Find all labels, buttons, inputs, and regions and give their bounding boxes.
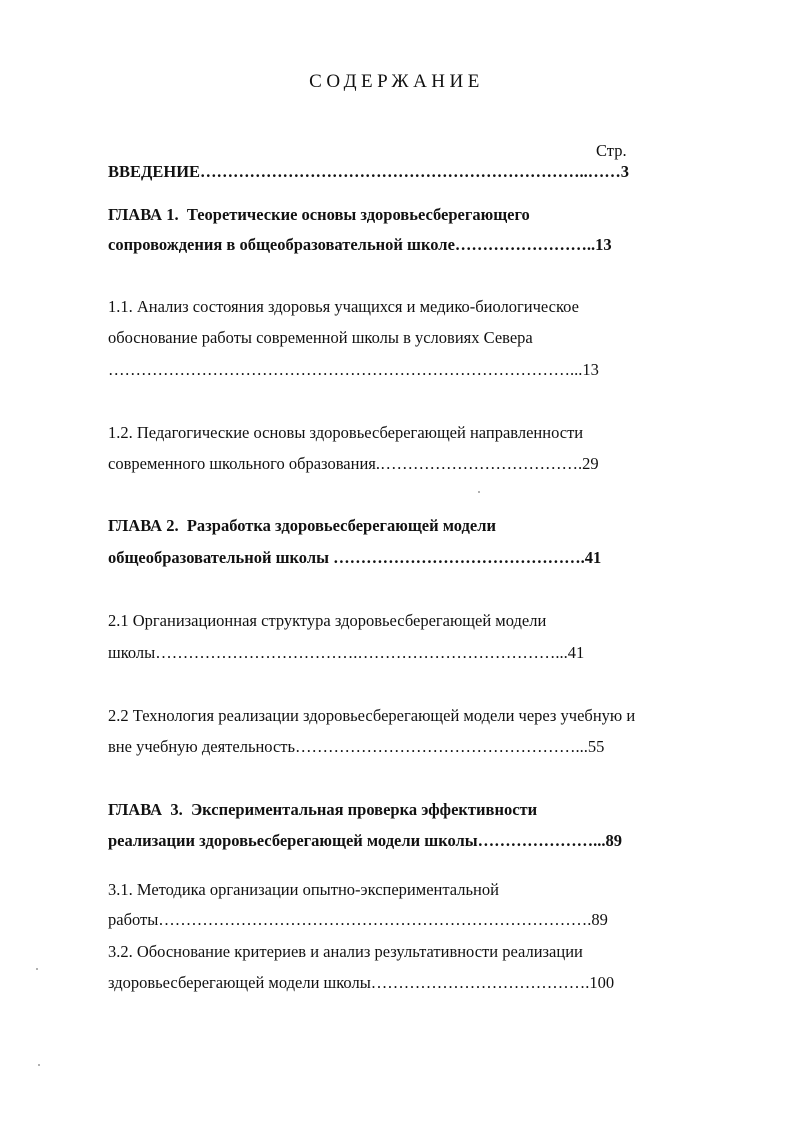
scan-speck <box>478 491 480 493</box>
toc-section-1-1-page: …………………………………………………………………………...13 <box>108 360 599 379</box>
toc-section-1-2-cont: современного школьного образования.……………………………….29 <box>108 454 599 473</box>
toc-section-3-1: 3.1. Методика организации опытно-экспериментальной <box>108 880 499 899</box>
toc-title: СОДЕРЖАНИЕ <box>309 71 484 92</box>
toc-section-2-2-cont: вне учебную деятельность……………………………………………...55 <box>108 737 605 756</box>
toc-chapter-2-title: ГЛАВА 2. Разработка здоровьесберегающей модели <box>108 516 496 535</box>
toc-chapter-1-title: ГЛАВА 1. Теоретические основы здоровьесберегающего <box>108 205 530 224</box>
toc-section-1-2: 1.2. Педагогические основы здоровьесберегающей направленности <box>108 423 584 442</box>
toc-chapter-3-title: ГЛАВА 3. Экспериментальная проверка эффективности <box>108 800 538 819</box>
toc-entry-introduction: ВВЕДЕНИЕ……………………………………………………………..……3 <box>108 162 630 181</box>
toc-section-1-1: 1.1. Анализ состояния здоровья учащихся и медико-биологическое <box>108 297 579 316</box>
scan-speck <box>36 968 38 970</box>
page-column-label: Стр. <box>596 141 627 160</box>
scan-speck <box>38 1064 40 1066</box>
toc-chapter-3-title-cont: реализации здоровьесберегающей модели школы…………………...89 <box>108 831 623 850</box>
toc-section-3-1-cont: работы…………………………………………………………………….89 <box>108 910 608 929</box>
toc-section-3-2: 3.2. Обоснование критериев и анализ результативности реализации <box>108 942 583 961</box>
toc-section-2-1-cont: школы……………………………….………………………………...41 <box>108 643 585 662</box>
toc-section-2-1: 2.1 Организационная структура здоровьесберегающей модели <box>108 611 547 630</box>
toc-section-1-1-cont: обоснование работы современной школы в условиях Севера <box>108 328 533 347</box>
toc-chapter-2-title-cont: общеобразовательной школы ……………………………………….41 <box>108 548 602 567</box>
toc-section-3-2-cont: здоровьесберегающей модели школы………………………………….100 <box>108 973 615 992</box>
toc-chapter-1-title-cont: сопровождения в общеобразовательной школе……………………..13 <box>108 235 612 254</box>
toc-section-2-2: 2.2 Технология реализации здоровьесберегающей модели через учебную и <box>108 706 636 725</box>
